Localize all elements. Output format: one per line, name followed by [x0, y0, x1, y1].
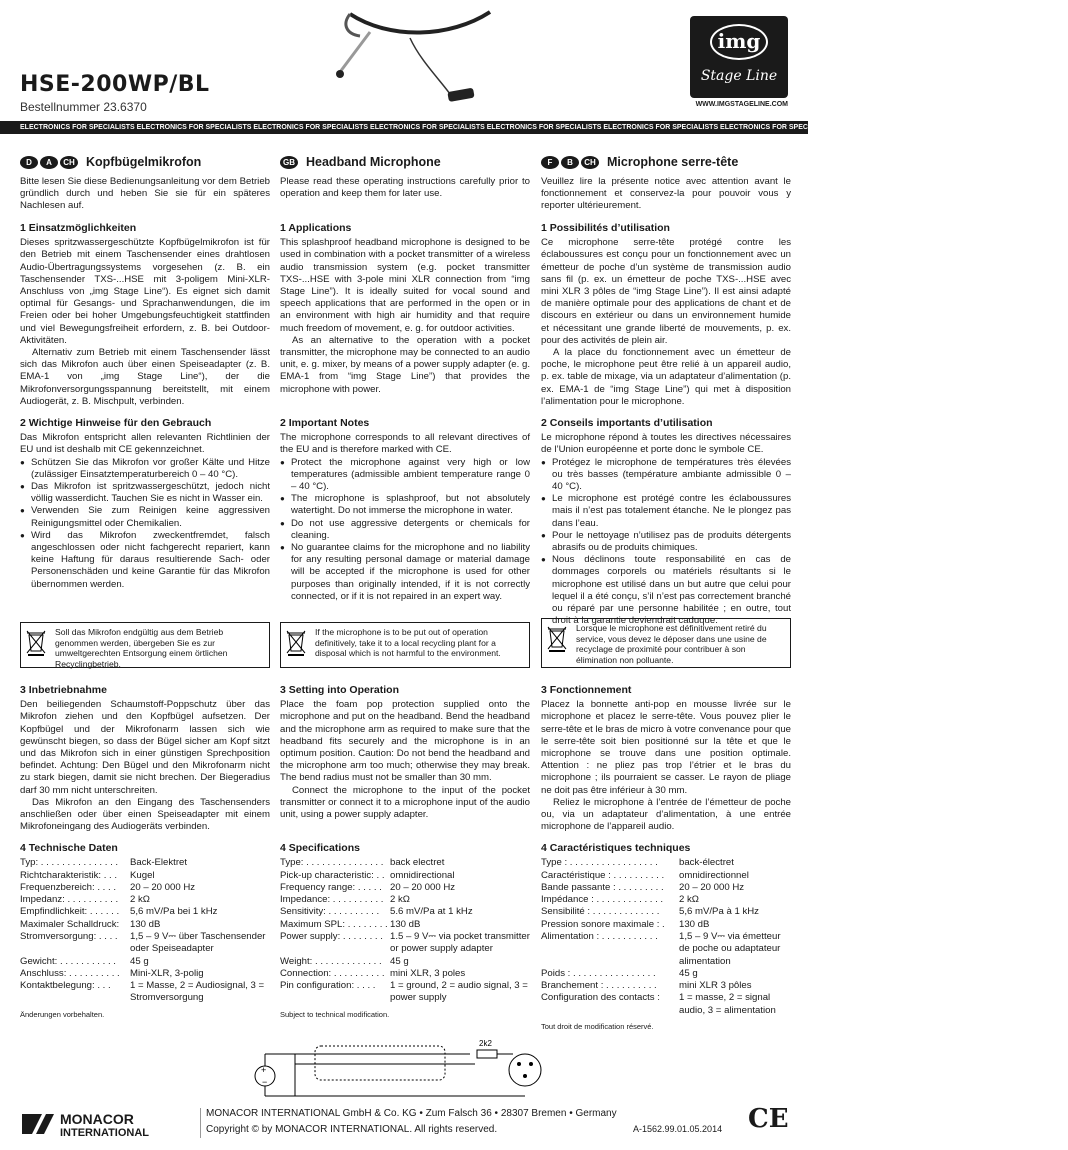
intro-text: Veuillez lire la présente notice avec attention avant le fonctionnement et conservez-la pour pouvoir vous y reporter ultérieurement.	[541, 176, 791, 212]
de-section-2: 2 Wichtige Hinweise für den Gebrauch Das Mikrofon entspricht allen relevanten Richtlinien der EU und ist deshalb mit CE gekennzeichnet. ● Schützen Sie das Mikrofon vor großer Kälte und Hitze (zulässiger Einsatztemperaturbereich 0 – 40 °C). ● Das Mikrofon ist spritzwassergeschützt, jedoch nicht völlig wasserdicht. Tauchen Sie es nicht in Wasser ein. ● Verwenden Sie zum Reinigen keine aggressiven Reinigungsmittel oder Chemikalien. ● Wird das Mikrofon zweckentfremdet, falsch angeschlossen oder nicht fachgerecht repariert, kann keine Haftung für daraus resultierende Sach- oder Personenschäden und keine Garantie für das Mikrofon übernommen werden.	[20, 417, 270, 591]
recycle-bin-icon	[285, 627, 307, 657]
list-item: ● Protégez le microphone de températures très élevées ou très basses (température ambiante admissible 0 – 40 °C).	[541, 457, 791, 494]
list-item: ● Do not use aggressive detergents or chemicals for cleaning.	[280, 518, 530, 542]
recycle-bin-icon	[25, 627, 47, 657]
order-number: Bestellnummer 23.6370	[20, 100, 147, 114]
brand-logo: img Stage Line	[690, 16, 788, 98]
svg-text:INTERNATIONAL: INTERNATIONAL	[60, 1127, 150, 1139]
fr-section-1: 1 Possibilités d’utilisation Ce microphone serre-tête protégé contre les éclaboussures est conçu pour un fonctionnement avec un émetteur de poche d’un système de transmission audio sans fil (p. ex. un émetteur de poche TXS-...HSE avec mini XLR 3 pôles de “img Stage Line”). Il est ainsi adapté de manière optimale pour des applications de chant et de discours en extérieur ou dans un environnement humide et nécessitant une grande liberté de mouvements, p. ex. pour des activités de plein air. A la place du fonctionnement avec un émetteur de poche, le microphone peut être relié à un appareil audio, p. ex. table de mixage, via un adaptateur d’alimentation (p. ex. EMA-1 de “img Stage Line”) qui met à disposition l’alimentation pour le microphone.	[541, 222, 791, 407]
lang-header-en: GB Headband Microphone	[280, 152, 530, 172]
list-item: ● Le microphone est protégé contre les éclaboussures mais il n’est pas totalement étanche. Ne le plongez pas dans l’eau.	[541, 493, 791, 530]
header-strip: ELECTRONICS FOR SPECIALISTS ELECTRONICS FOR SPECIALISTS ELECTRONICS FOR SPECIALISTS ELECTRONICS FOR SPECIALISTS ELECTRONICS FOR SPECIALISTS ELECTRONICS FOR SPECIALISTS ELECTRONICS FOR SPECIALISTS ELECTRONICS FOR SPECIALISTS ELECTRONICS FOR SPECIALISTS	[0, 121, 808, 134]
footer-divider	[200, 1108, 201, 1138]
cable-shield	[315, 1046, 445, 1080]
monacor-logo	[20, 1110, 190, 1138]
lang-header-fr: F B CH Microphone serre-tête	[541, 152, 791, 172]
svg-text:−: −	[262, 1077, 268, 1087]
column-french	[541, 152, 791, 213]
microphone-product-image	[330, 0, 510, 112]
xlr-connector-icon	[509, 1054, 541, 1086]
svg-text:+: +	[261, 1065, 267, 1075]
section-title: Kopfbügelmikrofon	[86, 154, 202, 169]
recycle-bin-icon	[546, 623, 568, 653]
column-german	[20, 152, 270, 213]
list-item: ● The microphone is splashproof, but not absolutely watertight. Do not immerse the microphone in water.	[280, 493, 530, 517]
ce-mark-icon: CE	[748, 1104, 789, 1134]
intro-text: Bitte lesen Sie diese Bedienungsanleitung vor dem Betrieb gründlich durch und heben Sie sie für ein späteres Nachlesen auf.	[20, 176, 270, 212]
fr-section-4: 4 Caractéristiques techniques Type : . . . . . . . . . . . . . . . . . back-électret Caractéristique : . . . . . . . . . . omnidirectionnel Bande passante : . . . . . . . . . 20 – 20 000 Hz Impédance : . . . . . . . . . . . . . 2 kΩ Sensibilité : . . . . . . . . . . . . . 5,6 mV/Pa à 1 kHz Pression sonore maximale : . 130 dB Alimentation : . . . . . . . . . . . 1,5 – 9 V⎓ via émetteur de poche ou adaptateur alimentation Poids : . . . . . . . . . . . . . . . . 45 g Branchement : . . . . . . . . . . mini XLR 3 pôles Configuration des contacts : 1 = masse, 2 = signal audio, 3 = alimentation Tout droit de modification réservé.	[541, 842, 781, 1032]
footer-address: MONACOR INTERNATIONAL GmbH & Co. KG • Zum Falsch 36 • 28307 Bremen • Germany	[206, 1108, 617, 1119]
disposal-box-en: If the microphone is to be put out of operation definitively, take it to a local recycling plant for a disposal which is not harmful to the environment.	[280, 622, 530, 668]
section-title: Headband Microphone	[306, 154, 441, 169]
svg-text:MONACOR: MONACOR	[60, 1111, 134, 1127]
footer-doc-code: A-1562.99.01.05.2014	[633, 1124, 723, 1134]
en-section-4: 4 Specifications Type: . . . . . . . . . . . . . . . back electret Pick-up characteristic: . . omnidirectional Frequency range: . . . . . 20 – 20 000 Hz Impedance: . . . . . . . . . . 2 kΩ Sensitivity: . . . . . . . . . . 5.6 mV/Pa at 1 kHz Maximum SPL: . . . . . . . . 130 dB Power supply: . . . . . . . . 1.5 – 9 V⎓ via pocket transmitter or power supply adapter Weight: . . . . . . . . . . . . . 45 g Connection: . . . . . . . . . . mini XLR, 3 poles Pin configuration: . . . . 1 = ground, 2 = audio signal, 3 = power supply Subject to technical modification.	[280, 842, 530, 1019]
list-item: ● Wird das Mikrofon zweckentfremdet, falsch angeschlossen oder nicht fachgerecht repariert, kann keine Haftung für daraus resultierende Sach- oder Personenschäden und keine Garantie für das Mikrofon übernommen werden.	[20, 530, 270, 591]
de-section-4: 4 Technische Daten Typ: . . . . . . . . . . . . . . . Back-Elektret Richtcharakteristik: . . . Kugel Frequenzbereich: . . . . 20 – 20 000 Hz Impedanz: . . . . . . . . . . 2 kΩ Empfindlichkeit: . . . . . . 5,6 mV/Pa bei 1 kHz Maximaler Schalldruck: 130 dB Stromversorgung: . . . . 1,5 – 9 V⎓ über Taschensender oder Speiseadapter Gewicht: . . . . . . . . . . . 45 g Anschluss: . . . . . . . . . . Mini-XLR, 3-polig Kontaktbelegung: . . . 1 = Masse, 2 = Audiosignal, 3 = Stromversorgung Änderungen vorbehalten.	[20, 842, 266, 1019]
wiring-diagram	[245, 1030, 575, 1102]
list-item: ● Verwenden Sie zum Reinigen keine aggressiven Reinigungsmittel oder Chemikalien.	[20, 505, 270, 529]
fr-section-2: 2 Conseils importants d’utilisation Le microphone répond à toutes les directives nécessaires de l’Union européenne et porte donc le symbole CE. ● Protégez le microphone de températures très élevées ou très basses (température ambiante admissible 0 – 40 °C). ● Le microphone est protégé contre les éclaboussures mais il n’est pas totalement étanche. Ne le plongez pas dans l’eau. ● Pour le nettoyage n’utilisez pas de produits détergents abrasifs ou de produits chimiques. ● Nous déclinons toute responsabilité en cas de dommages corporels ou matériels résultants si le microphone est utilisé dans un but autre que celui pour lequel il a été conçu, s’il n’est pas correctement branché ou réparé par une personne habilitée ; en outre, tout droit à la garantie deviendrait caduque.	[541, 417, 791, 627]
product-title: HSE-200WP/BL	[20, 72, 210, 97]
footer-copyright: Copyright © by MONACOR INTERNATIONAL. All rights reserved.	[206, 1124, 498, 1135]
fr-section-3: 3 Fonctionnement Placez la bonnette anti-pop en mousse livrée sur le microphone et placez le serre-tête. Vous pouvez plier le serre-tête et le bras de micro à votre convenance pour que le serre-tête soit bien positionné sur la tête et que le microphone se trouve dans une position optimale. Attention : ne pliez pas trop l’étrier et le bras du microphone ; ils pourraient se casser. Le rayon de pliage ne doit pas être inférieur à 30 mm. Reliez le microphone à l’entrée de l’émetteur de poche ou, via un adaptateur d’alimentation, à une entrée microphone de l’appareil audio.	[541, 684, 791, 833]
resistor-symbol	[477, 1050, 497, 1058]
section-title: Microphone serre-tête	[607, 154, 739, 169]
list-item: ● Protect the microphone against very high or low temperatures (admissible ambient temperature range 0 – 40 °C).	[280, 457, 530, 494]
lang-header-de: D A CH Kopfbügelmikrofon	[20, 152, 270, 172]
list-item: ● No guarantee claims for the microphone and no liability for any resulting personal damage or material damage will be accepted if the microphone is used for other purposes than originally intended, if it is not correctly connected, or if it is not repaired in an expert way.	[280, 542, 530, 603]
de-section-3: 3 Inbetriebnahme Den beiliegenden Schaumstoff-Poppschutz über das Mikrofon ziehen und den Kopfbügel aufsetzen. Der Kopfbügel und der Mikrofonarm lassen sich wie gewünscht biegen, so dass der Bügel sicher am Kopf sitzt und das Mikrofon sich in einer günstigen Sprechposition befindet. Achtung: Den Bügel und den Mikrofonarm nicht zu stark biegen, damit sie nicht brechen. Der Biegeradius darf 30 mm nicht unterschreiten. Das Mikrofon an den Eingang des Taschensenders anschließen oder über einen Speiseadapter mit einem Mikrofoneingang des Audiogeräts verbinden.	[20, 684, 270, 833]
disposal-box-fr: Lorsque le microphone est définitivement retiré du service, vous devez le déposer dans une usine de recyclage de proximité pour contribuer à son élimination non polluante.	[541, 618, 791, 668]
website-url[interactable]: WWW.IMGSTAGELINE.COM	[695, 101, 788, 108]
list-item: ● Nous déclinons toute responsabilité en cas de dommages corporels ou matériels résultants si le microphone est utilisé dans un but autre que celui pour lequel il a été conçu, s’il n’est pas correctement branché ou réparé par une personne habilitée ; en outre, tout droit à la garantie deviendrait caduque.	[541, 554, 791, 627]
list-item: ● Schützen Sie das Mikrofon vor großer Kälte und Hitze (zulässiger Einsatztemperaturbereich 0 – 40 °C).	[20, 457, 270, 481]
list-item: ● Pour le nettoyage n’utilisez pas de produits détergents abrasifs ou de produits chimiques.	[541, 530, 791, 554]
disposal-box-de: Soll das Mikrofon endgültig aus dem Betrieb genommen werden, übergeben Sie es zur umweltgerechten Entsorgung einem örtlichen Recyclingbetrieb.	[20, 622, 270, 668]
list-item: ● Das Mikrofon ist spritzwassergeschützt, jedoch nicht völlig wasserdicht. Tauchen Sie es nicht in Wasser ein.	[20, 481, 270, 505]
resistor-label: 2k2	[479, 1039, 492, 1048]
en-section-1: 1 Applications This splashproof headband microphone is designed to be used in combination with a pocket transmitter of a wireless audio transmission system (e.g. pocket transmitter TXS-...HSE with 3-pole mini XLR connection from “img Stage Line”). It is ideally suited for vocal sound and speech applications that are performed in the open or in an environment with high air humidity and that require much freedom of movement, e. g. for outdoor activities. As an alternative to the operation with a pocket transmitter, the microphone may be connected to an audio unit, e. g. mixer, by means of a power supply adapter (e. g. EMA-1 from “img Stage Line”) that provides the microphone with power.	[280, 222, 530, 395]
en-section-2: 2 Important Notes The microphone corresponds to all relevant directives of the EU and is therefore marked with CE. ● Protect the microphone against very high or low temperatures (admissible ambient temperature range 0 – 40 °C). ● The microphone is splashproof, but not absolutely watertight. Do not immerse the microphone in water. ● Do not use aggressive detergents or chemicals for cleaning. ● No guarantee claims for the microphone and no liability for any resulting personal damage or material damage will be accepted if the microphone is used for other purposes than originally intended, if it is not correctly connected, or if it is not repaired in an expert way.	[280, 417, 530, 603]
intro-text: Please read these operating instructions carefully prior to operation and keep them for later use.	[280, 176, 530, 200]
en-section-3: 3 Setting into Operation Place the foam pop protection supplied onto the microphone and put on the headband. Bend the headband and the microphone arm as required to make sure that the headband fits securely and the microphone is in an optimum position. Caution: Do not bend the headband and the microphone arm too much; otherwise they may break. The bend radius must not be smaller than 30 mm. Connect the microphone to the input of the pocket transmitter or connect it to a microphone input of the audio unit, using a power supply adapter.	[280, 684, 530, 821]
column-english	[280, 152, 530, 200]
de-section-1: 1 Einsatzmöglichkeiten Dieses spritzwassergeschützte Kopfbügelmikrofon ist für den Betrieb mit einem Taschensender eines drahtlosen Audio-Übertragungssystems vorgesehen (z. B. ein Taschensender TXS-...HSE mit 3-poligem Mini-XLR-Anschluss von „img Stage Line“). Es eignet sich damit optimal für Gesangs- und Sprachanwendungen, die im Freien oder bei hoher Umgebungsfeuchtigkeit stattfinden und viel Bewegungsfreiheit erfordern, z. B. bei Outdoor-Aktivitäten. Alternativ zum Betrieb mit einem Taschensender lässt sich das Mikrofon auch über einen Speiseadapter (z. B. EMA-1 von „img Stage Line“), der die Mikrofonversorgungsspannung bereitstellt, mit einem Audiogerät, z. B. Mischpult, verbinden.	[20, 222, 270, 407]
